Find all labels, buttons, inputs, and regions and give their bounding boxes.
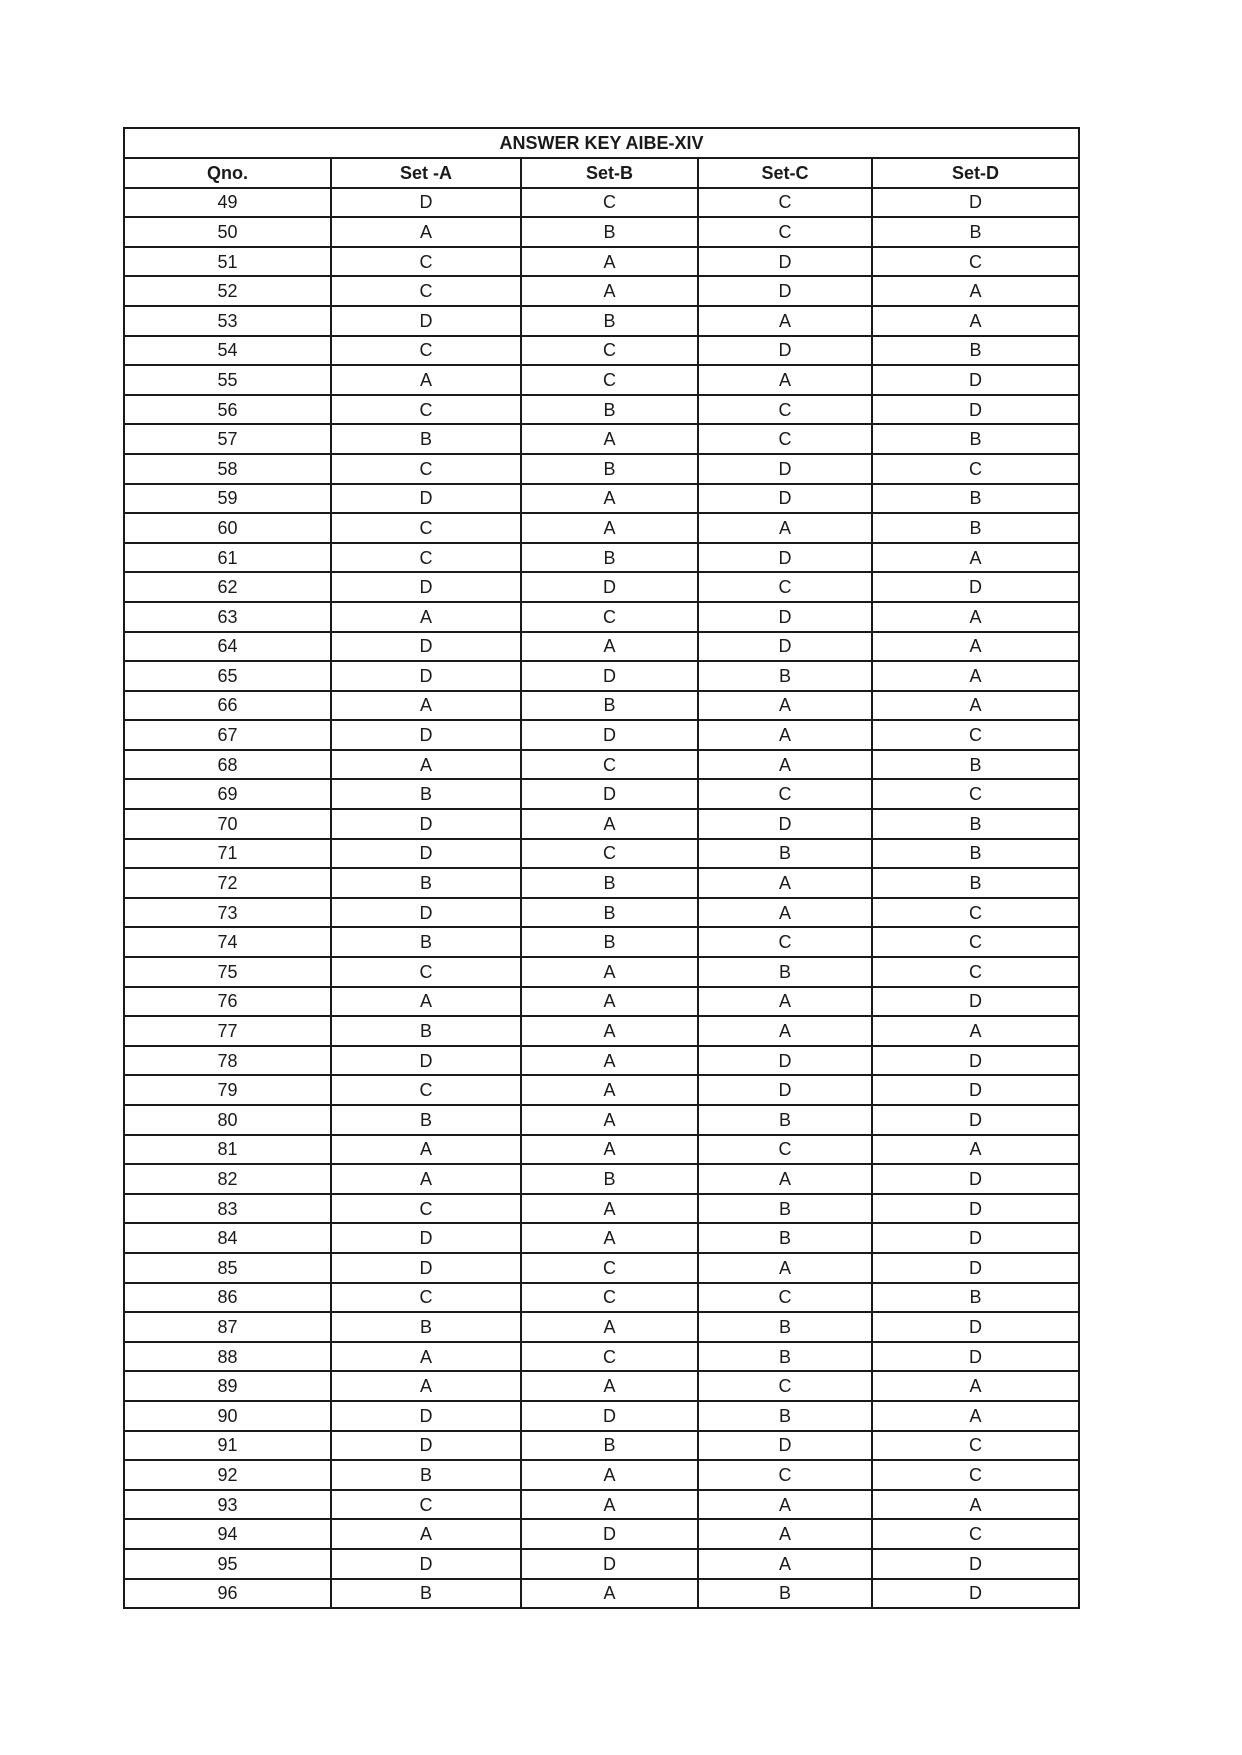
table-row [124,750,1079,780]
cell-set-d: A [872,691,1079,721]
cell-set-d: A [872,276,1079,306]
cell-set-a: C [331,454,521,484]
cell-set-b: D [521,1549,698,1579]
cell-set-d: D [872,1342,1079,1372]
cell-qno: 87 [124,1312,331,1342]
cell-set-a: A [331,602,521,632]
table-row [124,513,1079,543]
cell-set-b: A [521,1460,698,1490]
cell-set-b: D [521,720,698,750]
cell-set-c: A [698,1490,872,1520]
cell-set-a: C [331,1075,521,1105]
cell-set-b: D [521,572,698,602]
cell-qno: 72 [124,868,331,898]
cell-qno: 89 [124,1371,331,1401]
cell-qno: 65 [124,661,331,691]
cell-qno: 81 [124,1135,331,1165]
cell-qno: 76 [124,987,331,1017]
cell-set-d: B [872,839,1079,869]
cell-set-d: A [872,1490,1079,1520]
cell-set-c: A [698,306,872,336]
cell-set-a: D [331,898,521,928]
table-row [124,1105,1079,1135]
cell-qno: 96 [124,1579,331,1609]
cell-set-a: A [331,987,521,1017]
cell-set-b: B [521,543,698,573]
cell-set-a: B [331,1312,521,1342]
table-row [124,1490,1079,1520]
cell-qno: 59 [124,484,331,514]
cell-set-a: B [331,1105,521,1135]
cell-qno: 58 [124,454,331,484]
cell-set-a: A [331,1164,521,1194]
cell-set-c: D [698,543,872,573]
cell-set-a: D [331,720,521,750]
table-row [124,1253,1079,1283]
cell-qno: 85 [124,1253,331,1283]
cell-set-b: C [521,1283,698,1313]
cell-set-c: A [698,1519,872,1549]
cell-set-a: B [331,868,521,898]
table-row [124,1549,1079,1579]
cell-set-d: B [872,336,1079,366]
cell-set-d: D [872,1105,1079,1135]
table-row [124,927,1079,957]
table-row [124,1519,1079,1549]
cell-set-b: B [521,691,698,721]
answer-key-sheet [123,127,1078,1609]
cell-set-a: D [331,1046,521,1076]
table-row [124,188,1079,218]
cell-set-b: A [521,1105,698,1135]
cell-set-b: A [521,632,698,662]
cell-set-d: D [872,1312,1079,1342]
table-row [124,898,1079,928]
cell-set-b: C [521,1253,698,1283]
table-row [124,839,1079,869]
cell-set-c: D [698,809,872,839]
cell-set-d: A [872,1016,1079,1046]
cell-set-a: A [331,1519,521,1549]
cell-qno: 95 [124,1549,331,1579]
cell-set-b: A [521,1312,698,1342]
cell-qno: 49 [124,188,331,218]
cell-qno: 62 [124,572,331,602]
cell-qno: 60 [124,513,331,543]
cell-set-a: A [331,750,521,780]
cell-set-d: B [872,809,1079,839]
title-row [124,128,1079,158]
cell-qno: 78 [124,1046,331,1076]
cell-set-d: B [872,484,1079,514]
table-row [124,632,1079,662]
cell-set-d: B [872,868,1079,898]
cell-set-d: B [872,217,1079,247]
cell-set-d: D [872,1223,1079,1253]
cell-set-d: C [872,247,1079,277]
table-row [124,1579,1079,1609]
cell-qno: 52 [124,276,331,306]
cell-set-d: D [872,1549,1079,1579]
cell-set-b: D [521,779,698,809]
cell-set-b: C [521,188,698,218]
cell-qno: 50 [124,217,331,247]
cell-set-c: C [698,572,872,602]
cell-set-a: C [331,957,521,987]
cell-set-b: A [521,1490,698,1520]
cell-set-c: A [698,898,872,928]
cell-set-a: B [331,927,521,957]
cell-set-b: D [521,1401,698,1431]
table-row [124,809,1079,839]
cell-set-d: D [872,395,1079,425]
cell-set-a: B [331,1016,521,1046]
cell-set-a: D [331,1549,521,1579]
table-row [124,661,1079,691]
table-row [124,365,1079,395]
header-qno: Qno. [124,158,331,188]
cell-set-c: B [698,1342,872,1372]
cell-set-d: A [872,306,1079,336]
cell-set-b: A [521,987,698,1017]
cell-set-b: B [521,306,698,336]
header-set-d: Set-D [872,158,1079,188]
cell-set-c: D [698,1046,872,1076]
header-set-c: Set-C [698,158,872,188]
cell-qno: 92 [124,1460,331,1490]
table-row [124,1460,1079,1490]
cell-qno: 56 [124,395,331,425]
cell-set-a: C [331,513,521,543]
cell-set-c: A [698,513,872,543]
cell-set-a: D [331,809,521,839]
cell-set-c: A [698,1016,872,1046]
cell-set-a: A [331,1371,521,1401]
cell-set-c: C [698,1371,872,1401]
cell-set-d: D [872,1046,1079,1076]
header-set-a: Set -A [331,158,521,188]
table-row [124,1135,1079,1165]
cell-set-d: D [872,1164,1079,1194]
answer-key-table [123,127,1080,1609]
cell-set-a: A [331,1135,521,1165]
cell-set-b: D [521,661,698,691]
table-row [124,602,1079,632]
cell-set-c: D [698,454,872,484]
cell-qno: 84 [124,1223,331,1253]
cell-set-d: C [872,720,1079,750]
cell-qno: 74 [124,927,331,957]
cell-set-a: A [331,1342,521,1372]
cell-qno: 63 [124,602,331,632]
cell-qno: 69 [124,779,331,809]
cell-set-d: A [872,543,1079,573]
table-row [124,1431,1079,1461]
cell-set-b: C [521,602,698,632]
cell-set-d: A [872,1371,1079,1401]
cell-set-a: C [331,276,521,306]
table-row [124,957,1079,987]
table-row [124,1342,1079,1372]
cell-set-a: D [331,1431,521,1461]
cell-set-c: B [698,1312,872,1342]
cell-set-b: A [521,809,698,839]
cell-set-a: D [331,306,521,336]
table-row [124,987,1079,1017]
cell-set-c: C [698,1135,872,1165]
cell-qno: 53 [124,306,331,336]
cell-set-a: D [331,188,521,218]
cell-set-d: A [872,661,1079,691]
cell-set-c: D [698,602,872,632]
table-row [124,1401,1079,1431]
table-row [124,572,1079,602]
cell-qno: 57 [124,424,331,454]
cell-set-a: C [331,247,521,277]
table-row [124,217,1079,247]
cell-set-d: A [872,602,1079,632]
cell-qno: 71 [124,839,331,869]
cell-set-c: C [698,779,872,809]
cell-set-c: C [698,1460,872,1490]
table-row [124,395,1079,425]
cell-set-b: A [521,1016,698,1046]
cell-set-c: D [698,247,872,277]
cell-set-d: B [872,424,1079,454]
cell-set-a: C [331,336,521,366]
cell-set-b: A [521,424,698,454]
cell-qno: 70 [124,809,331,839]
cell-set-b: A [521,484,698,514]
cell-qno: 80 [124,1105,331,1135]
cell-set-b: B [521,1431,698,1461]
cell-set-b: C [521,750,698,780]
cell-qno: 93 [124,1490,331,1520]
cell-set-a: A [331,217,521,247]
cell-set-c: C [698,188,872,218]
cell-set-b: B [521,395,698,425]
cell-set-c: D [698,1075,872,1105]
cell-qno: 54 [124,336,331,366]
cell-set-c: A [698,720,872,750]
cell-set-c: B [698,957,872,987]
cell-set-b: A [521,276,698,306]
cell-set-c: D [698,484,872,514]
cell-set-a: C [331,543,521,573]
cell-set-d: C [872,957,1079,987]
cell-qno: 64 [124,632,331,662]
cell-set-d: D [872,987,1079,1017]
table-row [124,1283,1079,1313]
cell-set-a: A [331,365,521,395]
cell-qno: 73 [124,898,331,928]
cell-qno: 61 [124,543,331,573]
cell-set-c: A [698,987,872,1017]
cell-set-d: D [872,1194,1079,1224]
cell-set-c: D [698,336,872,366]
cell-set-d: D [872,1253,1079,1283]
cell-qno: 66 [124,691,331,721]
cell-set-c: A [698,1549,872,1579]
cell-set-a: C [331,1283,521,1313]
cell-set-c: C [698,424,872,454]
cell-qno: 51 [124,247,331,277]
cell-set-b: A [521,247,698,277]
cell-set-a: B [331,1460,521,1490]
cell-set-b: A [521,513,698,543]
cell-set-a: B [331,779,521,809]
table-row [124,1312,1079,1342]
cell-set-c: C [698,395,872,425]
cell-set-c: A [698,1164,872,1194]
cell-set-c: A [698,868,872,898]
cell-set-d: C [872,1431,1079,1461]
table-row [124,543,1079,573]
table-row [124,1046,1079,1076]
cell-set-c: B [698,1194,872,1224]
cell-set-d: D [872,572,1079,602]
cell-set-d: B [872,1283,1079,1313]
table-row [124,1223,1079,1253]
cell-set-c: A [698,691,872,721]
cell-set-d: C [872,898,1079,928]
cell-set-c: B [698,839,872,869]
cell-set-b: C [521,336,698,366]
header-row [124,158,1079,188]
cell-set-b: A [521,1371,698,1401]
cell-set-b: B [521,217,698,247]
cell-set-b: B [521,868,698,898]
cell-set-b: B [521,1164,698,1194]
cell-set-a: D [331,632,521,662]
cell-set-a: A [331,691,521,721]
cell-set-b: B [521,454,698,484]
cell-set-d: C [872,1460,1079,1490]
cell-set-d: C [872,454,1079,484]
cell-qno: 88 [124,1342,331,1372]
cell-set-a: D [331,1223,521,1253]
cell-set-b: A [521,957,698,987]
cell-qno: 77 [124,1016,331,1046]
cell-set-c: A [698,1253,872,1283]
cell-qno: 91 [124,1431,331,1461]
cell-set-d: D [872,1075,1079,1105]
cell-set-d: D [872,188,1079,218]
cell-set-a: D [331,572,521,602]
cell-set-b: C [521,839,698,869]
cell-qno: 55 [124,365,331,395]
cell-set-c: B [698,1401,872,1431]
table-row [124,247,1079,277]
cell-set-c: D [698,1431,872,1461]
cell-set-a: D [331,839,521,869]
table-row [124,720,1079,750]
cell-set-a: C [331,1490,521,1520]
cell-set-b: D [521,1519,698,1549]
cell-set-d: B [872,513,1079,543]
cell-qno: 83 [124,1194,331,1224]
cell-set-d: A [872,632,1079,662]
cell-qno: 82 [124,1164,331,1194]
cell-set-b: A [521,1075,698,1105]
table-row [124,868,1079,898]
answer-rows [124,188,1079,1609]
cell-set-a: B [331,424,521,454]
cell-set-a: C [331,1194,521,1224]
cell-set-d: C [872,779,1079,809]
cell-qno: 86 [124,1283,331,1313]
table-row [124,306,1079,336]
table-row [124,1075,1079,1105]
cell-set-d: B [872,750,1079,780]
cell-set-a: D [331,484,521,514]
cell-set-c: C [698,217,872,247]
cell-set-c: B [698,1579,872,1609]
table-row [124,484,1079,514]
cell-set-c: D [698,632,872,662]
header-set-b: Set-B [521,158,698,188]
table-row [124,1164,1079,1194]
table-row [124,1016,1079,1046]
cell-set-a: C [331,395,521,425]
table-row [124,691,1079,721]
cell-qno: 75 [124,957,331,987]
cell-set-a: D [331,661,521,691]
cell-set-b: A [521,1135,698,1165]
cell-set-b: A [521,1046,698,1076]
cell-set-c: C [698,1283,872,1313]
cell-set-b: A [521,1194,698,1224]
cell-set-b: B [521,898,698,928]
cell-set-b: C [521,365,698,395]
cell-qno: 79 [124,1075,331,1105]
cell-qno: 68 [124,750,331,780]
cell-set-c: C [698,927,872,957]
cell-set-d: C [872,1519,1079,1549]
table-row [124,454,1079,484]
cell-set-d: A [872,1401,1079,1431]
table-row [124,779,1079,809]
cell-set-d: A [872,1135,1079,1165]
cell-set-c: B [698,661,872,691]
table-row [124,276,1079,306]
cell-set-c: D [698,276,872,306]
cell-set-b: A [521,1223,698,1253]
cell-qno: 90 [124,1401,331,1431]
cell-set-c: A [698,750,872,780]
table-row [124,1371,1079,1401]
cell-set-a: D [331,1253,521,1283]
cell-qno: 67 [124,720,331,750]
cell-set-d: D [872,1579,1079,1609]
cell-set-b: C [521,1342,698,1372]
cell-set-d: C [872,927,1079,957]
cell-set-a: B [331,1579,521,1609]
cell-set-d: D [872,365,1079,395]
cell-set-b: A [521,1579,698,1609]
cell-set-b: B [521,927,698,957]
table-row [124,424,1079,454]
cell-set-c: B [698,1105,872,1135]
cell-set-c: A [698,365,872,395]
cell-qno: 94 [124,1519,331,1549]
table-row [124,1194,1079,1224]
cell-set-a: D [331,1401,521,1431]
cell-set-c: B [698,1223,872,1253]
table-title: ANSWER KEY AIBE-XIV [124,128,1079,158]
table-row [124,336,1079,366]
